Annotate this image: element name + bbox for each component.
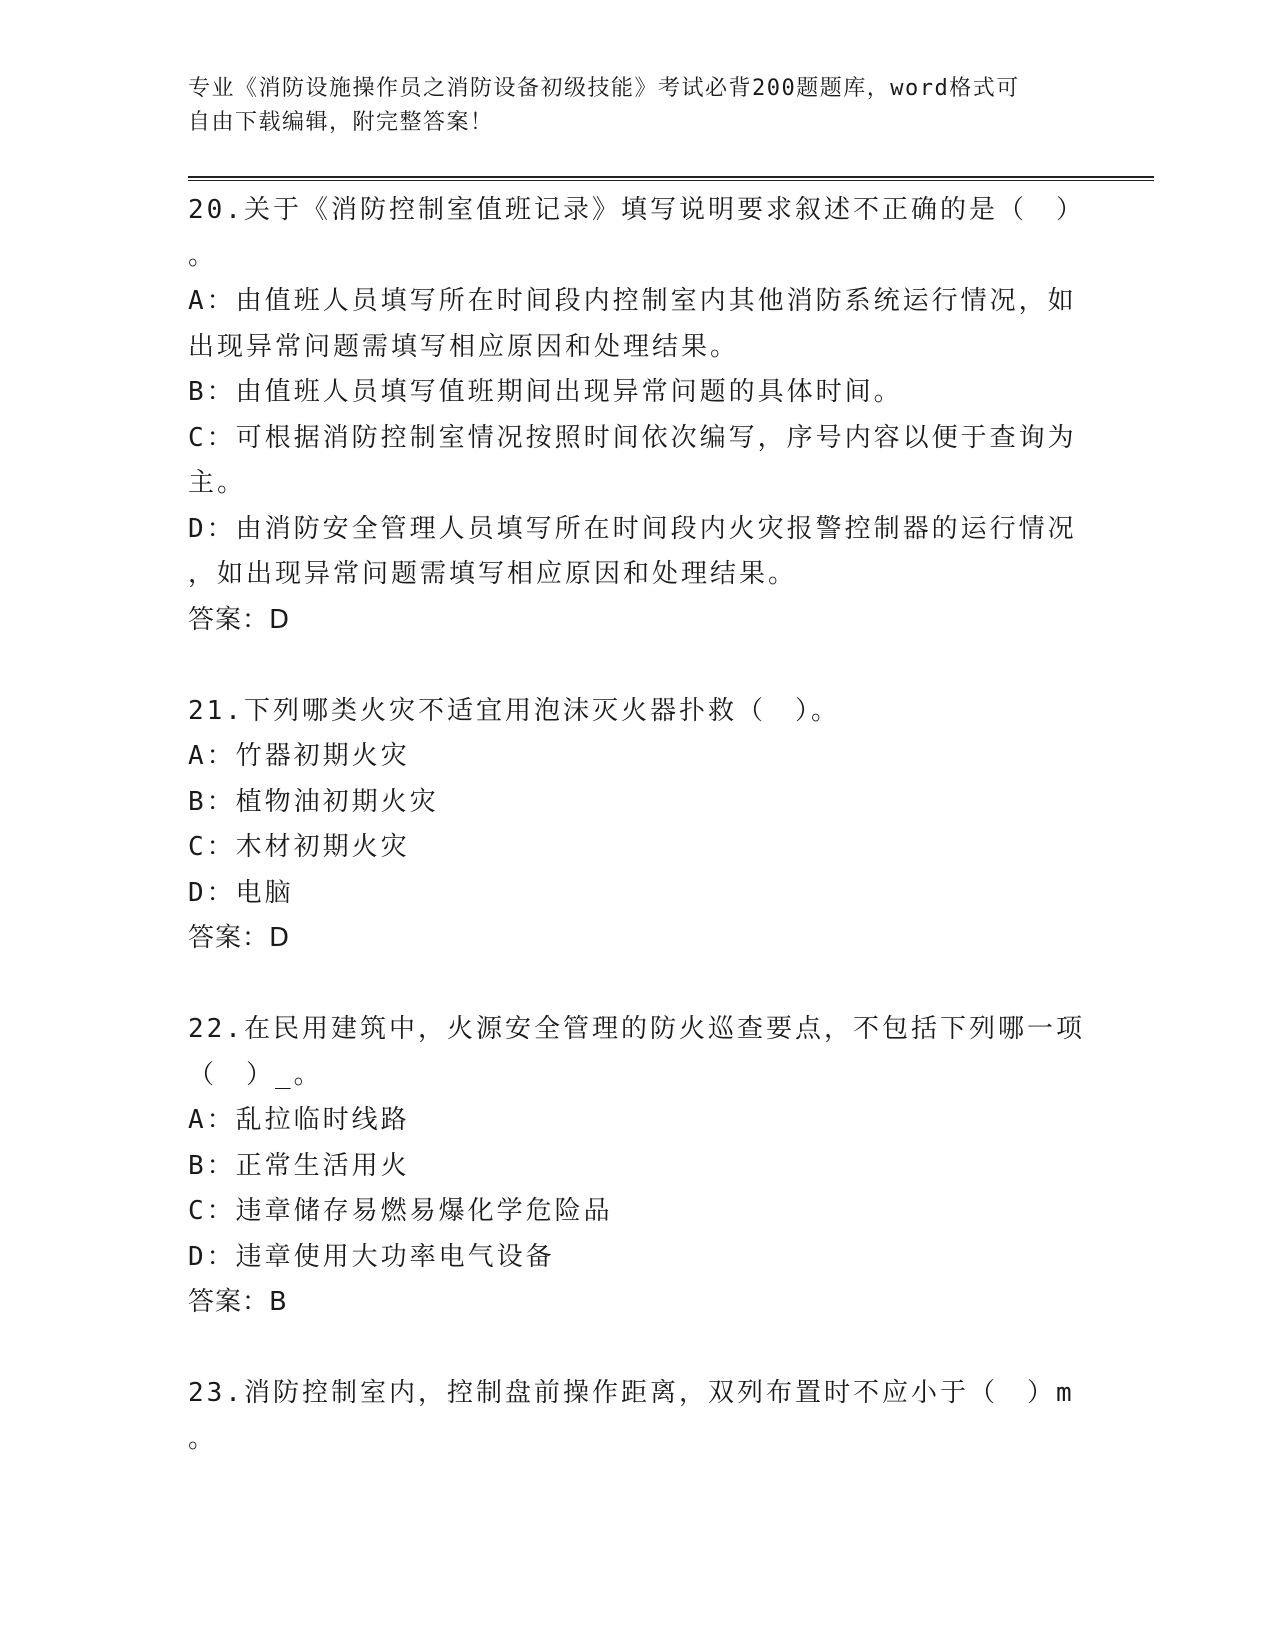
- option-line: B：植物油初期火灾: [188, 786, 439, 817]
- question-block: [188, 1007, 1088, 1326]
- option-line: B：正常生活用火: [188, 1150, 410, 1181]
- option-line: 出现异常问题需填写相应原因和处理结果。: [188, 331, 740, 362]
- question-spacer: [188, 643, 1088, 689]
- question-spacer: [188, 962, 1088, 1008]
- question-stem-line: 20.关于《消防控制室值班记录》填写说明要求叙述不正确的是（ ）: [188, 195, 1085, 225]
- question-spacer: [188, 1326, 1088, 1372]
- question-block: [188, 689, 1088, 962]
- question-stem-line: 。: [188, 240, 218, 271]
- question-block: [188, 188, 1088, 643]
- header-divider: [188, 176, 1154, 181]
- option-line: D：违章使用大功率电气设备: [188, 1241, 555, 1272]
- header-line-2: 自由下载编辑，附完整答案！: [188, 110, 494, 135]
- option-line: C：可根据消防控制室情况按照时间依次编写，序号内容以便于查询为: [188, 422, 1077, 453]
- question-stem-line: 。: [188, 1423, 218, 1454]
- option-line: A：竹器初期火灾: [188, 741, 410, 771]
- question-stem-line: 23.消防控制室内，控制盘前操作距离，双列布置时不应小于（ ）m: [188, 1378, 1075, 1408]
- option-line: ，如出现异常问题需填写相应原因和处理结果。: [188, 559, 798, 589]
- option-line: D：由消防安全管理人员填写所在时间段内火灾报警控制器的运行情况: [188, 513, 1077, 544]
- answer-line: 答案：B: [188, 1287, 288, 1317]
- question-block: [188, 1371, 1088, 1462]
- question-list: [188, 188, 1088, 1462]
- option-line: 主。: [188, 468, 247, 498]
- option-line: D：电脑: [188, 877, 294, 908]
- option-line: C：违章储存易燃易爆化学危险品: [188, 1196, 613, 1226]
- question-stem-line: 21.下列哪类火灾不适宜用泡沫灭火器扑救（ ）。: [188, 695, 840, 726]
- answer-line: 答案：D: [188, 923, 291, 953]
- question-stem-line: （ ）_。: [188, 1059, 323, 1090]
- question-stem-line: 22.在民用建筑中，火源安全管理的防火巡查要点，不包括下列哪一项: [188, 1014, 1085, 1044]
- option-line: C：木材初期火灾: [188, 832, 410, 862]
- answer-line: 答案：D: [188, 604, 291, 635]
- option-line: B：由值班人员填写值班期间出现异常问题的具体时间。: [188, 377, 903, 407]
- option-line: A：由值班人员填写所在时间段内控制室内其他消防系统运行情况，如: [188, 286, 1077, 316]
- document-header: [188, 72, 1068, 140]
- option-line: A：乱拉临时线路: [188, 1105, 410, 1135]
- header-line-1: 专业《消防设施操作员之消防设备初级技能》考试必背200题题库，word格式可: [188, 76, 1020, 101]
